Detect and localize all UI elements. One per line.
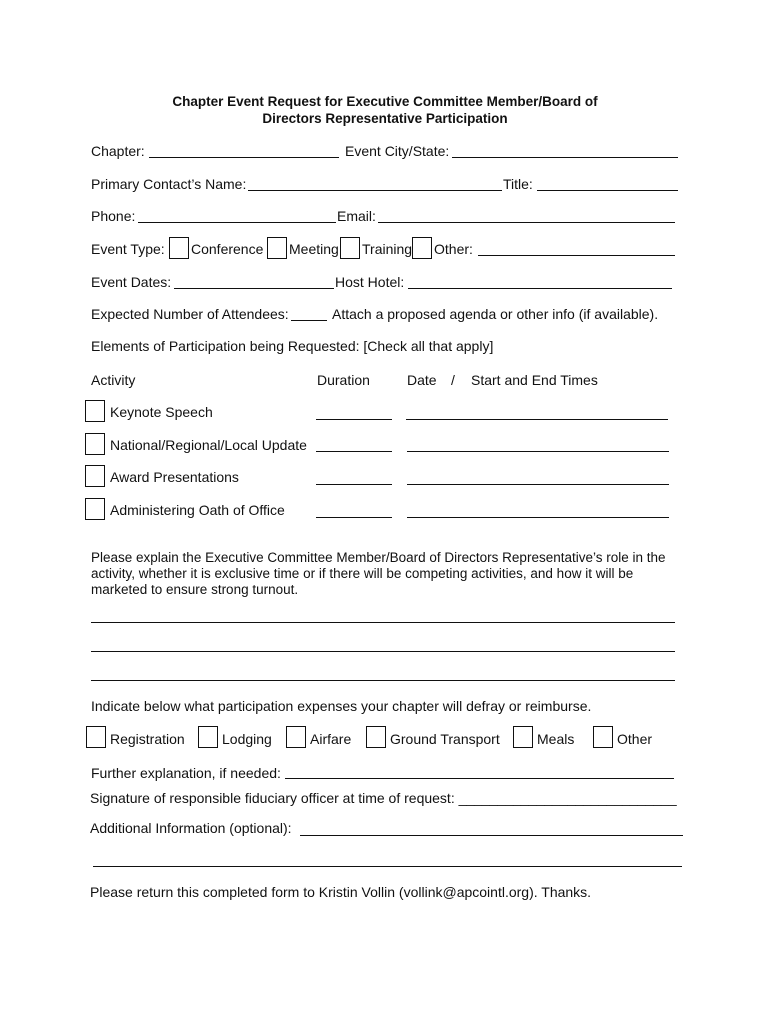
other-expense-checkbox[interactable]: [593, 726, 613, 748]
host-hotel-field[interactable]: [408, 288, 672, 289]
event-dates-label: Event Dates:: [91, 274, 172, 290]
duration-column-header: Duration: [317, 372, 370, 388]
role-explanation-prompt: Please explain the Executive Committee Member/Board of Directors Representative’s role in the activity, whether it is exclusive time or if there will be competing activities, and how it will be marketed to ensure strong turnout.: [91, 550, 666, 597]
additional-info-line-2[interactable]: [93, 866, 682, 867]
phone-field[interactable]: [138, 222, 336, 223]
title-label: Title:: [503, 176, 533, 192]
award-date-field[interactable]: [407, 484, 669, 485]
participation-heading: Elements of Participation being Requested: [Check all that apply]: [91, 338, 494, 354]
title-field[interactable]: [537, 190, 678, 191]
oath-of-office-checkbox[interactable]: [85, 498, 105, 520]
explanation-line-3[interactable]: [91, 680, 675, 681]
email-field[interactable]: [378, 222, 675, 223]
expected-attendees-field[interactable]: [291, 320, 327, 321]
expenses-heading: Indicate below what participation expenses your chapter will defray or reimburse.: [91, 698, 592, 714]
additional-info-field[interactable]: [300, 835, 683, 836]
conference-checkbox[interactable]: [169, 237, 189, 259]
ground-transport-checkbox[interactable]: [366, 726, 386, 748]
signature-line[interactable]: Signature of responsible fiduciary officer at time of request: ____________________________: [90, 790, 677, 806]
update-label: National/Regional/Local Update: [110, 437, 307, 453]
other-event-checkbox[interactable]: [412, 237, 432, 259]
activity-column-header: Activity: [91, 372, 136, 388]
airfare-checkbox[interactable]: [286, 726, 306, 748]
keynote-date-field[interactable]: [406, 419, 668, 420]
date-column-header: Date: [407, 372, 437, 388]
further-explanation-field[interactable]: [285, 778, 674, 779]
lodging-label: Lodging: [222, 731, 272, 747]
return-note: Please return this completed form to Kristin Vollin (vollink@apcointl.org). Thanks.: [90, 884, 592, 900]
primary-contact-field[interactable]: [248, 190, 502, 191]
update-checkbox[interactable]: [85, 433, 105, 455]
times-column-header: Start and End Times: [471, 372, 598, 388]
update-duration-field[interactable]: [316, 451, 392, 452]
award-duration-field[interactable]: [316, 484, 392, 485]
conference-label: Conference: [191, 241, 264, 257]
host-hotel-label: Host Hotel:: [335, 274, 405, 290]
chapter-label: Chapter:: [91, 143, 145, 159]
primary-contact-label: Primary Contact’s Name:: [91, 176, 247, 192]
award-presentations-checkbox[interactable]: [85, 465, 105, 487]
expected-attendees-label: Expected Number of Attendees:: [91, 306, 289, 322]
meeting-checkbox[interactable]: [267, 237, 287, 259]
lodging-checkbox[interactable]: [198, 726, 218, 748]
meals-checkbox[interactable]: [513, 726, 533, 748]
further-explanation-label: Further explanation, if needed:: [91, 765, 281, 781]
form-title-line-1: Chapter Event Request for Executive Committee Member/Board of: [172, 94, 598, 109]
ground-transport-label: Ground Transport: [390, 731, 500, 747]
keynote-speech-checkbox[interactable]: [85, 400, 105, 422]
attach-note: Attach a proposed agenda or other info (if available).: [332, 306, 659, 322]
explanation-line-1[interactable]: [91, 622, 675, 623]
email-label: Email:: [337, 208, 376, 224]
oath-duration-field[interactable]: [316, 517, 392, 518]
oath-date-field[interactable]: [407, 517, 669, 518]
other-event-label: Other:: [434, 241, 473, 257]
chapter-field[interactable]: [149, 157, 339, 158]
form-title-line-2: Directors Representative Participation: [262, 111, 508, 126]
additional-info-label: Additional Information (optional):: [90, 820, 292, 836]
training-checkbox[interactable]: [340, 237, 360, 259]
other-event-field[interactable]: [478, 255, 675, 256]
event-dates-field[interactable]: [174, 288, 334, 289]
update-date-field[interactable]: [407, 451, 669, 452]
oath-of-office-label: Administering Oath of Office: [110, 502, 285, 518]
keynote-duration-field[interactable]: [316, 419, 392, 420]
event-city-state-field[interactable]: [452, 157, 678, 158]
registration-checkbox[interactable]: [86, 726, 106, 748]
event-type-label: Event Type:: [91, 241, 165, 257]
event-city-state-label: Event City/State:: [345, 143, 450, 159]
column-separator: /: [451, 372, 455, 388]
meeting-label: Meeting: [289, 241, 339, 257]
phone-label: Phone:: [91, 208, 136, 224]
other-expense-label: Other: [617, 731, 653, 747]
meals-label: Meals: [537, 731, 575, 747]
keynote-speech-label: Keynote Speech: [110, 404, 213, 420]
award-presentations-label: Award Presentations: [110, 469, 239, 485]
explanation-line-2[interactable]: [91, 651, 675, 652]
training-label: Training: [362, 241, 413, 257]
registration-label: Registration: [110, 731, 185, 747]
airfare-label: Airfare: [310, 731, 352, 747]
